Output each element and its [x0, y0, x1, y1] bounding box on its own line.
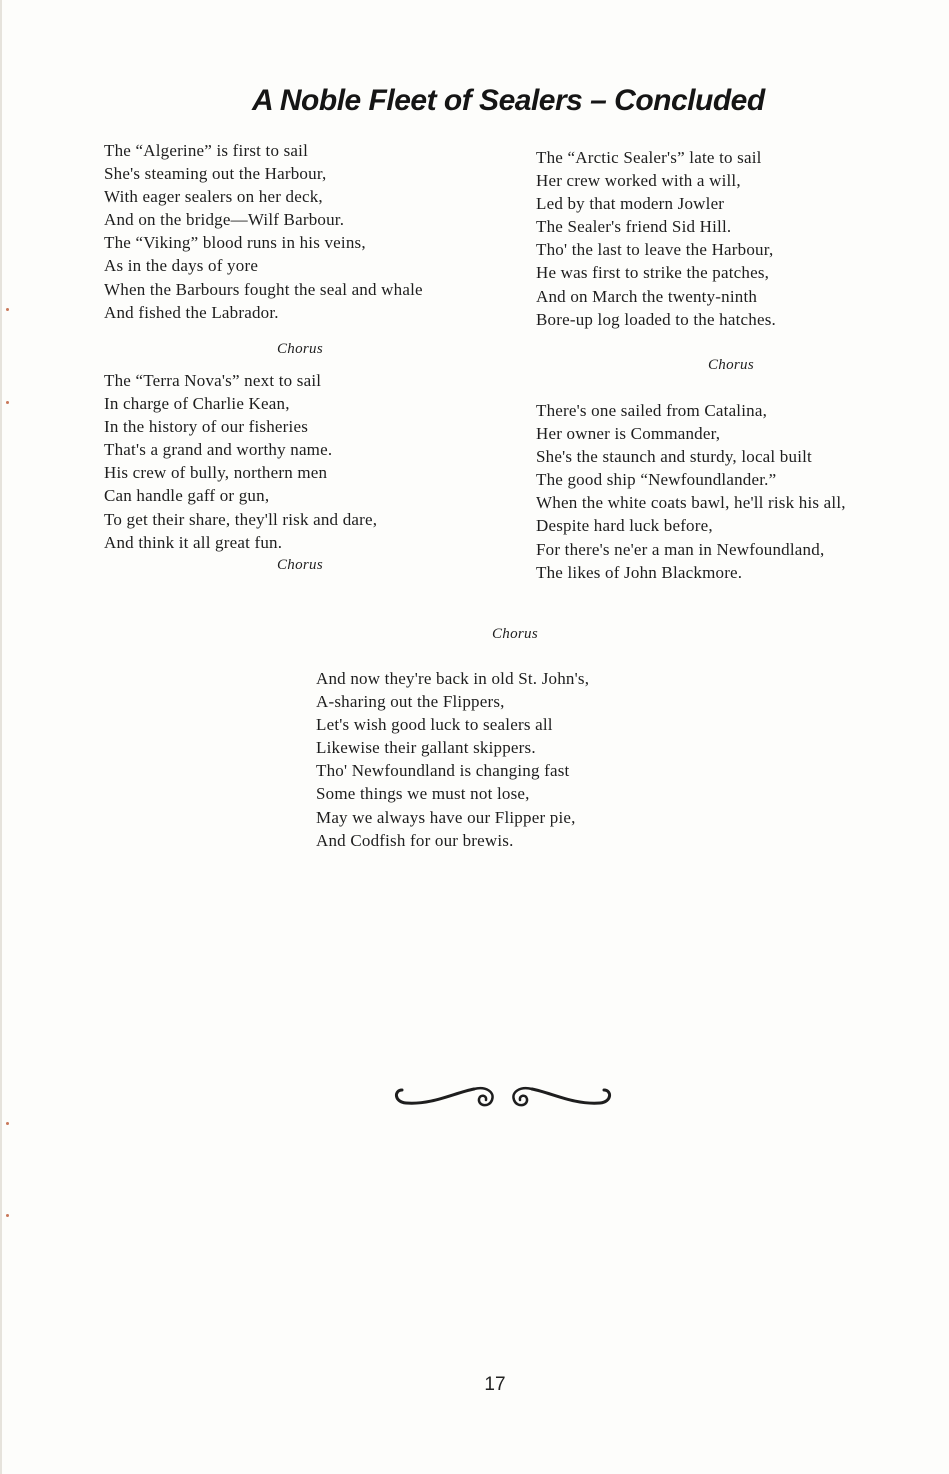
margin-speck	[6, 401, 9, 404]
poem-line: With eager sealers on her deck,	[104, 187, 323, 207]
page-edge	[0, 0, 2, 1474]
poem-line: And Codfish for our brewis.	[316, 830, 514, 850]
poem-line: Her owner is Commander,	[536, 424, 721, 444]
poem-line: She's the staunch and sturdy, local built	[536, 447, 812, 467]
poem-line: And on March the twenty-ninth	[536, 286, 758, 306]
poem-line: Some things we must not lose,	[316, 784, 530, 804]
poem-line: And now they're back in old St. John's,	[316, 669, 590, 688]
chorus-label: Chorus	[277, 557, 323, 573]
poem-line: Tho' the last to leave the Harbour,	[536, 240, 774, 260]
poem-line: Her crew worked with a will,	[536, 171, 741, 191]
poem-line: Likewise their gallant skippers.	[316, 738, 536, 758]
poem-line: And fished the Labrador.	[104, 302, 279, 322]
poem-line: She's steaming out the Harbour,	[104, 164, 327, 184]
margin-speck	[6, 1122, 9, 1125]
poem-line: May we always have our Flipper pie,	[316, 807, 576, 827]
poem-line: In the history of our fisheries	[104, 417, 309, 437]
page-number: 17	[484, 1374, 506, 1395]
poem-line: The “Terra Nova's” next to sail	[104, 371, 322, 390]
chorus-label: Chorus	[492, 626, 538, 642]
poem-line: Tho' Newfoundland is changing fast	[316, 761, 570, 781]
poem-line: The “Viking” blood runs in his veins,	[104, 233, 366, 253]
stanza-5	[316, 667, 589, 852]
chorus-label: Chorus	[277, 341, 323, 357]
poem-line: To get their share, they'll risk and dare,	[104, 509, 378, 529]
poem-line: Led by that modern Jowler	[536, 194, 725, 214]
stanza-1	[104, 139, 423, 324]
poem-line: When the white coats bawl, he'll risk his all,	[536, 493, 846, 513]
page-title: A Noble Fleet of Sealers – Concluded	[252, 84, 765, 117]
stanza-3	[536, 146, 776, 331]
margin-speck	[6, 1214, 9, 1217]
poem-line: Bore-up log loaded to the hatches.	[536, 309, 777, 329]
poem-line: The good ship “Newfoundlander.”	[536, 470, 777, 490]
poem-line: The “Arctic Sealer's” late to sail	[536, 148, 762, 167]
poem-line: The “Algerine” is first to sail	[104, 141, 308, 160]
poem-line: The likes of John Blackmore.	[536, 562, 743, 582]
poem-line: For there's ne'er a man in Newfoundland,	[536, 539, 825, 559]
poem-line: Can handle gaff or gun,	[104, 486, 270, 506]
poem-line: His crew of bully, northern men	[104, 463, 328, 483]
stanza-4	[536, 399, 846, 584]
poem-line: That's a grand and worthy name.	[104, 440, 333, 460]
poem-line: He was first to strike the patches,	[536, 263, 770, 283]
poem-line: As in the days of yore	[104, 256, 259, 276]
poem-line: When the Barbours fought the seal and whale	[104, 279, 423, 299]
poem-line: There's one sailed from Catalina,	[536, 401, 768, 420]
poem-line: Let's wish good luck to sealers all	[316, 715, 553, 735]
margin-speck	[6, 308, 9, 311]
poem-line: A-sharing out the Flippers,	[316, 692, 505, 712]
poem-line: And on the bridge—Wilf Barbour.	[104, 210, 345, 230]
poem-line: And think it all great fun.	[104, 532, 283, 552]
stanza-2	[104, 369, 377, 554]
poem-line: In charge of Charlie Kean,	[104, 394, 290, 414]
chorus-label: Chorus	[708, 357, 754, 373]
poem-line: Despite hard luck before,	[536, 516, 713, 536]
scroll-flourish-icon	[392, 1078, 614, 1118]
poem-line: The Sealer's friend Sid Hill.	[536, 217, 732, 237]
